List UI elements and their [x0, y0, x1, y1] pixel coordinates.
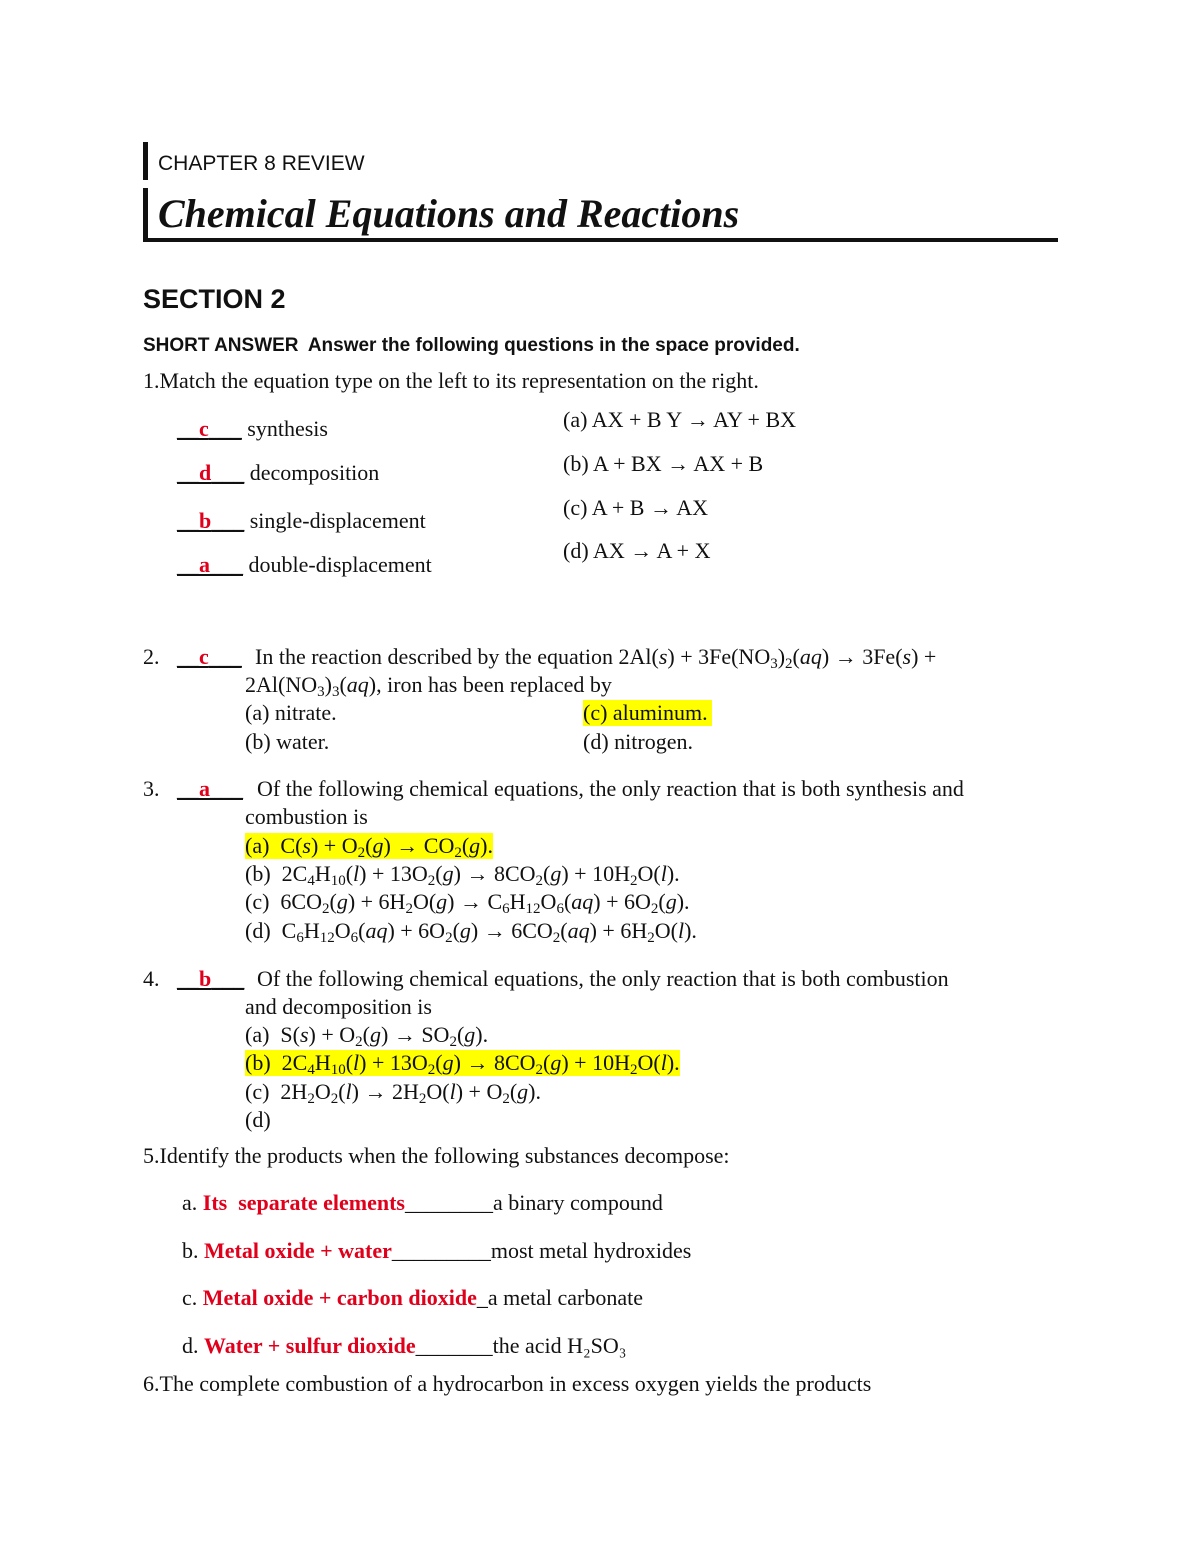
answer-blank: _________: [391, 1238, 491, 1263]
q1-left-row: [177, 508, 426, 534]
q1-left-row: [177, 460, 379, 486]
answer-value: Water + sulfur dioxide: [204, 1333, 416, 1358]
answer-blank: ________: [405, 1190, 493, 1215]
item-text: a binary compound: [493, 1190, 663, 1215]
q4-number: 4.: [143, 966, 160, 991]
section-heading: SECTION 2: [143, 284, 286, 314]
q3-question: Of the following chemical equations, the only reaction that is both synthesis and: [257, 776, 964, 801]
q1-equation: (c) A + B → AX: [563, 495, 709, 520]
q4-question-cont: and decomposition is: [245, 994, 432, 1019]
answer-value: a: [199, 776, 210, 801]
answer-value: b: [199, 508, 212, 533]
q2-option: (a) nitrate.: [245, 700, 337, 725]
item-label: double-displacement: [248, 552, 432, 577]
item-letter: b.: [182, 1238, 199, 1263]
answer-blank: _______: [415, 1333, 493, 1358]
q2-question-cont: $2Al(NO_3)_3(aq)$, iron has been replaced by: [245, 672, 612, 700]
q5-prompt: 5.Identify the products when the following substances decompose:: [143, 1143, 730, 1168]
q1-equation: (b) A + BX → AX + B: [563, 451, 764, 476]
q2-number: 2.: [143, 644, 160, 669]
q2-question: In the reaction described by the equation $2Al(s) + 3Fe(NO_3)_2(aq) \to 3Fe(s)$ +: [255, 644, 937, 672]
q3-question-cont: combustion is: [245, 804, 368, 829]
q4-option-correct: (b) $2C_4H_{10}(l) + 13O_2(g) \to 8CO_2(g) + 10H_2O(l)$.: [245, 1050, 680, 1078]
item-text: most metal hydroxides: [490, 1238, 692, 1263]
title-bar: [143, 188, 148, 242]
item-letter: a.: [182, 1190, 198, 1215]
answer-value: a: [199, 552, 210, 577]
item-text: the acid H₂SO₃: [492, 1333, 627, 1358]
instructions-text: Answer the following questions in the space provided.: [307, 335, 800, 356]
q5-item: [182, 1285, 643, 1311]
q3-option-correct: (a) $C(s) + O_2(g) \to CO_2(g)$.: [245, 833, 493, 861]
chapter-bar: [143, 142, 148, 180]
q3-option: (c) $6CO_2(g) + 6H_2O(g) \to C_6H_{12}O_6(aq) + 6O_2(g)$.: [245, 889, 690, 917]
q3-option: (b) $2C_4H_{10}(l) + 13O_2(g) \to 8CO_2(g) + 10H_2O(l)$.: [245, 861, 680, 889]
q1-left-row: [177, 552, 432, 578]
q5-item: [182, 1333, 626, 1359]
answer-blank: __d___: [177, 460, 245, 485]
q1-left-row: [177, 416, 328, 442]
q3-number: 3.: [143, 776, 160, 801]
answer-value: b: [199, 966, 212, 991]
item-letter: d.: [182, 1333, 199, 1358]
page-title: Chemical Equations and Reactions: [158, 191, 740, 236]
item-label: synthesis: [247, 416, 328, 441]
q2-option-correct: (c) aluminum.: [583, 700, 712, 726]
q2-option: (b) water.: [245, 729, 330, 754]
instructions-label: SHORT ANSWER: [143, 335, 299, 356]
instructions: [143, 335, 800, 357]
q2-option: (d) nitrogen.: [583, 729, 693, 754]
q2-answer-blank: __c___: [177, 644, 242, 669]
q3-answer-blank: __a___: [177, 776, 243, 801]
title-underline: [143, 238, 1058, 242]
answer-value: c: [199, 644, 209, 669]
q4-option: (c) $2H_2O_2(l) \to 2H_2O(l) + O_2(g)$.: [245, 1079, 541, 1107]
item-label: single-displacement: [249, 508, 426, 533]
answer-value: Metal oxide + carbon dioxide: [202, 1285, 477, 1310]
q4-answer-blank: __b___: [177, 966, 245, 991]
item-letter: c.: [182, 1285, 198, 1310]
answer-value: Its separate elements: [202, 1190, 405, 1215]
answer-blank: __c___: [177, 416, 242, 441]
q5-item: [182, 1190, 663, 1216]
answer-blank: __a___: [177, 552, 243, 577]
chapter-label: CHAPTER 8 REVIEW: [158, 152, 365, 175]
answer-value: d: [199, 460, 212, 485]
q1-prompt: 1.Match the equation type on the left to its representation on the right.: [143, 368, 759, 393]
answer-blank: __b___: [177, 508, 245, 533]
item-text: a metal carbonate: [487, 1285, 643, 1310]
q4-question: Of the following chemical equations, the only reaction that is both combustion: [257, 966, 949, 991]
item-label: decomposition: [249, 460, 380, 485]
q3-option: (d) $C_6H_{12}O_6(aq) + 6O_2(g) \to 6CO_2(aq) + 6H_2O(l)$.: [245, 918, 697, 946]
q1-equation: (d) AX → A + X: [563, 538, 711, 563]
answer-blank: _: [476, 1285, 488, 1310]
answer-value: c: [199, 416, 209, 441]
answer-value: Metal oxide + water: [204, 1238, 392, 1263]
q1-equation: (a) AX + B Y → AY + BX: [563, 407, 797, 432]
q5-item: [182, 1238, 691, 1264]
q4-option: (d): [245, 1107, 271, 1132]
q6-prompt: 6.The complete combustion of a hydrocarbon in excess oxygen yields the products: [143, 1371, 872, 1396]
q4-option: (a) $S(s) + O_2(g) \to SO_2(g)$.: [245, 1022, 489, 1050]
